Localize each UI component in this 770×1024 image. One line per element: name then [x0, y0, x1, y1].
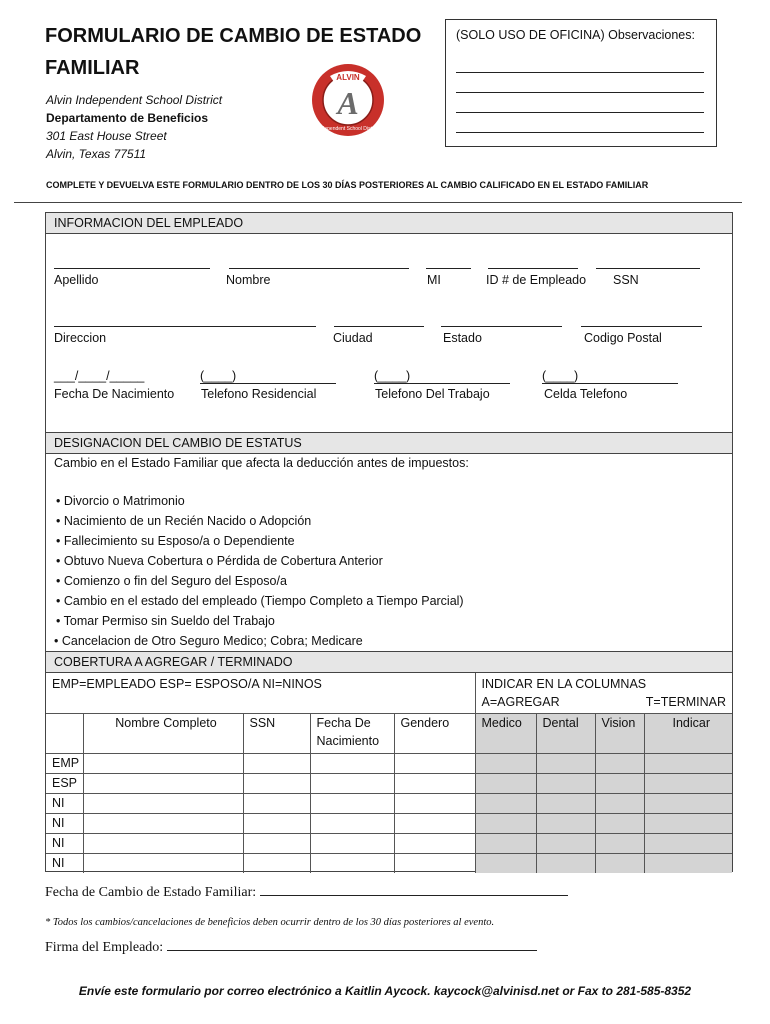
employee-id-label: ID # de Empleado: [486, 273, 587, 287]
dental-cell[interactable]: [536, 753, 595, 773]
home-phone-field[interactable]: [200, 369, 336, 384]
gender-cell[interactable]: [394, 813, 475, 833]
work-phone-label: Telefono Del Trabajo: [375, 387, 490, 401]
estado-field[interactable]: [441, 326, 562, 327]
direccion-field[interactable]: [54, 326, 316, 327]
dob-field[interactable]: ___/____/_____: [54, 369, 145, 383]
ciudad-field[interactable]: [334, 326, 424, 327]
dob-cell[interactable]: [310, 833, 394, 853]
work-phone-field[interactable]: [374, 369, 510, 384]
row-type: ESP: [46, 773, 83, 793]
ssn-cell[interactable]: [243, 753, 310, 773]
signature-line: [45, 940, 537, 956]
dental-cell[interactable]: [536, 853, 595, 873]
codigo-postal-field[interactable]: [581, 326, 702, 327]
section-employee-info: [46, 213, 732, 234]
dental-cell[interactable]: [536, 793, 595, 813]
apellido-label: Apellido: [54, 273, 99, 287]
table-row: [46, 773, 732, 793]
svg-text:ALVIN: ALVIN: [336, 73, 360, 82]
phone-area-blank: (____): [374, 369, 411, 383]
dob-cell[interactable]: [310, 773, 394, 793]
instruction-text: COMPLETE Y DEVUELVA ESTE FORMULARIO DENTRO DE LOS 30 DÍAS POSTERIORES AL CAMBIO CALIFICADO EN EL ESTADO FAMILIAR: [46, 180, 649, 190]
col-header: Vision: [595, 713, 644, 753]
cell-phone-label: Celda Telefono: [544, 387, 628, 401]
status-item[interactable]: • Tomar Permiso sin Sueldo del Trabajo: [56, 614, 275, 628]
ssn-cell[interactable]: [243, 853, 310, 873]
observation-line[interactable]: [456, 92, 704, 93]
indicate-label: INDICAR EN LA COLUMNAS: [481, 677, 647, 691]
medical-cell[interactable]: [475, 773, 536, 793]
medical-cell[interactable]: [475, 813, 536, 833]
ssn-label: SSN: [613, 273, 639, 287]
row-type: NI: [46, 793, 83, 813]
change-date-label: Fecha de Cambio de Estado Familiar:: [45, 885, 257, 900]
dental-cell[interactable]: [536, 813, 595, 833]
col-header: Nombre Completo: [83, 713, 243, 753]
change-date-line: [45, 885, 568, 901]
svg-text:Independent School District: Independent School District: [317, 126, 379, 132]
status-item[interactable]: • Obtuvo Nueva Cobertura o Pérdida de Cobertura Anterior: [56, 554, 383, 568]
name-cell[interactable]: [83, 833, 243, 853]
gender-cell[interactable]: [394, 773, 475, 793]
row-type: NI: [46, 833, 83, 853]
status-item[interactable]: • Cancelacion de Otro Seguro Medico; Cobra; Medicare: [54, 634, 363, 648]
gender-cell[interactable]: [394, 853, 475, 873]
add-code: A=AGREGAR: [481, 695, 560, 709]
signature-field[interactable]: [167, 950, 537, 951]
table-row: [46, 813, 732, 833]
table-row: [46, 853, 732, 873]
ssn-cell[interactable]: [243, 793, 310, 813]
indicate-cell[interactable]: [644, 753, 732, 773]
row-type: EMP: [46, 753, 83, 773]
col-header: SSN: [243, 713, 310, 753]
terminate-code: T=TERMINAR: [645, 695, 726, 709]
dental-cell[interactable]: [536, 773, 595, 793]
vision-cell[interactable]: [595, 833, 644, 853]
dob-cell[interactable]: [310, 793, 394, 813]
office-use-label: (SOLO USO DE OFICINA) Observaciones:: [456, 28, 695, 42]
status-item[interactable]: • Cambio en el estado del empleado (Tiempo Completo a Tiempo Parcial): [56, 594, 464, 608]
address-line1: 301 East House Street: [46, 129, 167, 143]
section-status-change: [46, 432, 732, 454]
dob-cell[interactable]: [310, 813, 394, 833]
status-item[interactable]: • Fallecimiento su Esposo/a o Dependiente: [56, 534, 295, 548]
indicate-cell[interactable]: [644, 813, 732, 833]
employee-id-field[interactable]: [488, 268, 578, 269]
section-title: COBERTURA A AGREGAR / TERMINADO: [54, 655, 293, 669]
name-cell[interactable]: [83, 773, 243, 793]
signature-label: Firma del Empleado:: [45, 940, 164, 955]
status-item[interactable]: • Comienzo o fin del Seguro del Esposo/a: [56, 574, 287, 588]
indicate-cell[interactable]: [644, 773, 732, 793]
indicate-cell[interactable]: [644, 833, 732, 853]
form-title-line2: FAMILIAR: [45, 57, 140, 79]
gender-cell[interactable]: [394, 753, 475, 773]
name-cell[interactable]: [83, 813, 243, 833]
name-cell[interactable]: [83, 853, 243, 873]
phone-area-blank: (____): [200, 369, 237, 383]
section-title: DESIGNACION DEL CAMBIO DE ESTATUS: [54, 436, 302, 450]
dental-cell[interactable]: [536, 833, 595, 853]
address-line2: Alvin, Texas 77511: [46, 147, 147, 161]
gender-cell[interactable]: [394, 793, 475, 813]
cell-phone-field[interactable]: [542, 369, 678, 384]
form-body: [45, 212, 733, 872]
col-header: Gendero: [394, 713, 475, 753]
mi-field[interactable]: [426, 268, 471, 269]
table-row: [46, 793, 732, 813]
col-header: Indicar: [644, 713, 732, 753]
row-type-header: [46, 713, 83, 753]
indicate-columns-note: [475, 673, 732, 713]
svg-text:A: A: [337, 85, 359, 121]
phone-area-blank: (____): [542, 369, 579, 383]
col-header: Dental: [536, 713, 595, 753]
vision-cell[interactable]: [595, 793, 644, 813]
vision-cell[interactable]: [595, 853, 644, 873]
section-coverage: [46, 651, 732, 673]
form-title-line1: FORMULARIO DE CAMBIO DE ESTADO: [45, 25, 422, 47]
row-type: NI: [46, 853, 83, 873]
vision-cell[interactable]: [595, 753, 644, 773]
medical-cell[interactable]: [475, 833, 536, 853]
col-header: Fecha De Nacimiento: [310, 713, 394, 753]
office-use-box: [445, 19, 717, 147]
name-cell[interactable]: [83, 753, 243, 773]
change-date-field[interactable]: [260, 895, 568, 896]
vision-cell[interactable]: [595, 773, 644, 793]
row-type: NI: [46, 813, 83, 833]
alvin-isd-logo: [310, 62, 386, 138]
table-row: [46, 753, 732, 773]
col-header: Medico: [475, 713, 536, 753]
section-title: INFORMACION DEL EMPLEADO: [54, 216, 244, 230]
gender-cell[interactable]: [394, 833, 475, 853]
ssn-cell[interactable]: [243, 833, 310, 853]
mi-label: MI: [427, 273, 441, 287]
observation-line[interactable]: [456, 72, 704, 73]
ssn-field[interactable]: [596, 268, 700, 269]
home-phone-label: Telefono Residencial: [201, 387, 317, 401]
coverage-table: [46, 673, 732, 873]
medical-cell[interactable]: [475, 753, 536, 773]
deadline-note: * Todos los cambios/cancelaciones de beneficios deben ocurrir dentro de los 30 días posteriores al evento.: [45, 917, 495, 928]
district-name: Alvin Independent School District: [46, 93, 223, 107]
department-name: Departamento de Beneficios: [46, 111, 209, 125]
ssn-cell[interactable]: [243, 773, 310, 793]
medical-cell[interactable]: [475, 853, 536, 873]
dob-cell[interactable]: [310, 853, 394, 873]
divider: [14, 202, 742, 203]
observation-line[interactable]: [456, 112, 704, 113]
apellido-field[interactable]: [54, 268, 210, 269]
direccion-label: Direccion: [54, 331, 107, 345]
estado-label: Estado: [443, 331, 482, 345]
observation-line[interactable]: [456, 132, 704, 133]
indicate-cell[interactable]: [644, 793, 732, 813]
ssn-cell[interactable]: [243, 813, 310, 833]
indicate-cell[interactable]: [644, 853, 732, 873]
status-item[interactable]: • Nacimiento de un Recién Nacido o Adopción: [56, 514, 312, 528]
medical-cell[interactable]: [475, 793, 536, 813]
vision-cell[interactable]: [595, 813, 644, 833]
name-cell[interactable]: [83, 793, 243, 813]
nombre-label: Nombre: [226, 273, 271, 287]
nombre-field[interactable]: [229, 268, 409, 269]
ciudad-label: Ciudad: [333, 331, 373, 345]
dob-label: Fecha De Nacimiento: [54, 387, 175, 401]
codigo-postal-label: Codigo Postal: [584, 331, 662, 345]
submission-instructions: Envíe este formulario por correo electrónico a Kaitlin Aycock. kaycock@alvinisd.net or Fax to 281-585-8352: [78, 984, 692, 998]
status-intro: Cambio en el Estado Familiar que afecta la deducción antes de impuestos:: [54, 456, 469, 470]
district-info: [46, 91, 222, 163]
status-item[interactable]: • Divorcio o Matrimonio: [56, 494, 185, 508]
table-row: [46, 833, 732, 853]
dob-cell[interactable]: [310, 753, 394, 773]
coverage-legend: EMP=EMPLEADO ESP= ESPOSO/A NI=NINOS: [46, 673, 475, 713]
